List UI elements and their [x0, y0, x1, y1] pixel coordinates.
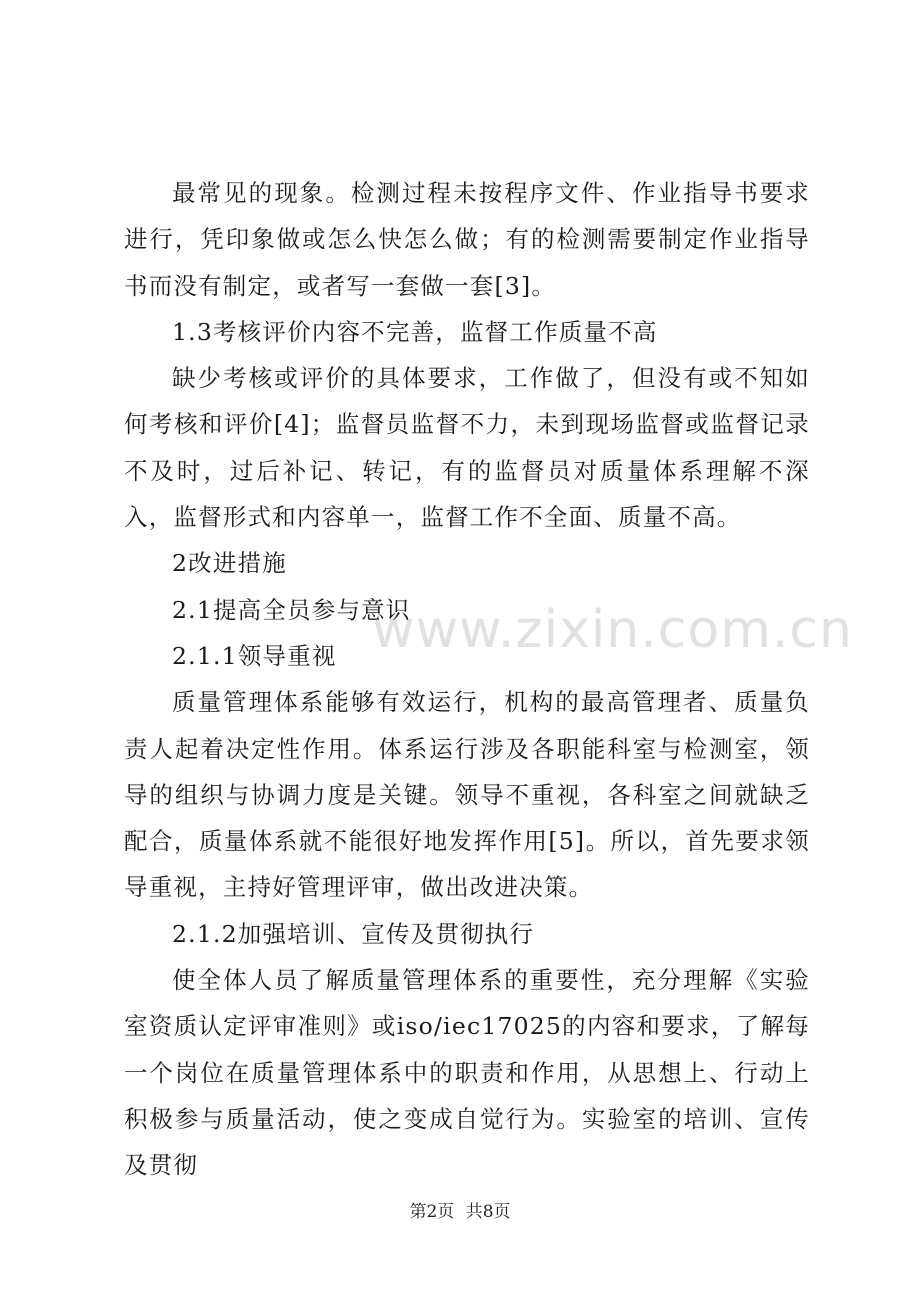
heading-1-3: 1.3考核评价内容不完善，监督工作质量不高: [172, 317, 658, 346]
page-number: 第2页: [409, 1202, 455, 1222]
paragraph-2-1-1-body: 质量管理体系能够有效运行，机构的最高管理者、质量负责人起着决定性作用。体系运行涉及各职能科室与检测室，领导的组织与协调力度是关键。领导不重视，各科室之间就缺乏配合，质量体系就不能很好地发挥作用[5]。所以，首先要求领导重视，主持好管理评审，做出改进决策。: [124, 688, 810, 902]
page-footer: [0, 1197, 920, 1222]
heading-2-1-2: 2.1.2加强培训、宣传及贯彻执行: [172, 919, 535, 948]
total-pages: 共8页: [465, 1202, 511, 1222]
document-body: [124, 170, 810, 1189]
watermark: www.zixin.com.cn: [372, 600, 853, 660]
paragraph-1-3-body: 缺少考核或评价的具体要求，工作做了，但没有或不知如何考核和评价[4]；监督员监督不力，未到现场监督或监督记录不及时，过后补记、转记，有的监督员对质量体系理解不深入，监督形式和内容单一，监督工作不全面、质量不高。: [124, 364, 810, 532]
paragraph-2-1-2-body: 使全体人员了解质量管理体系的重要性，充分理解《实验室资质认定评审准则》或iso/iec17025的内容和要求，了解每一个岗位在质量管理体系中的职责和作用，从思想上、行动上积极参与质量活动，使之变成自觉行为。实验室的培训、宣传及贯彻: [124, 966, 810, 1180]
heading-2-1-1: 2.1.1领导重视: [172, 641, 337, 670]
heading-2-1: 2.1提高全员参与意识: [172, 595, 411, 624]
heading-2: 2改进措施: [172, 549, 287, 578]
paragraph-continuation: 最常见的现象。检测过程未按程序文件、作业指导书要求进行，凭印象做或怎么快怎么做；有的检测需要制定作业指导书而没有制定，或者写一套做一套[3]。: [124, 179, 810, 300]
